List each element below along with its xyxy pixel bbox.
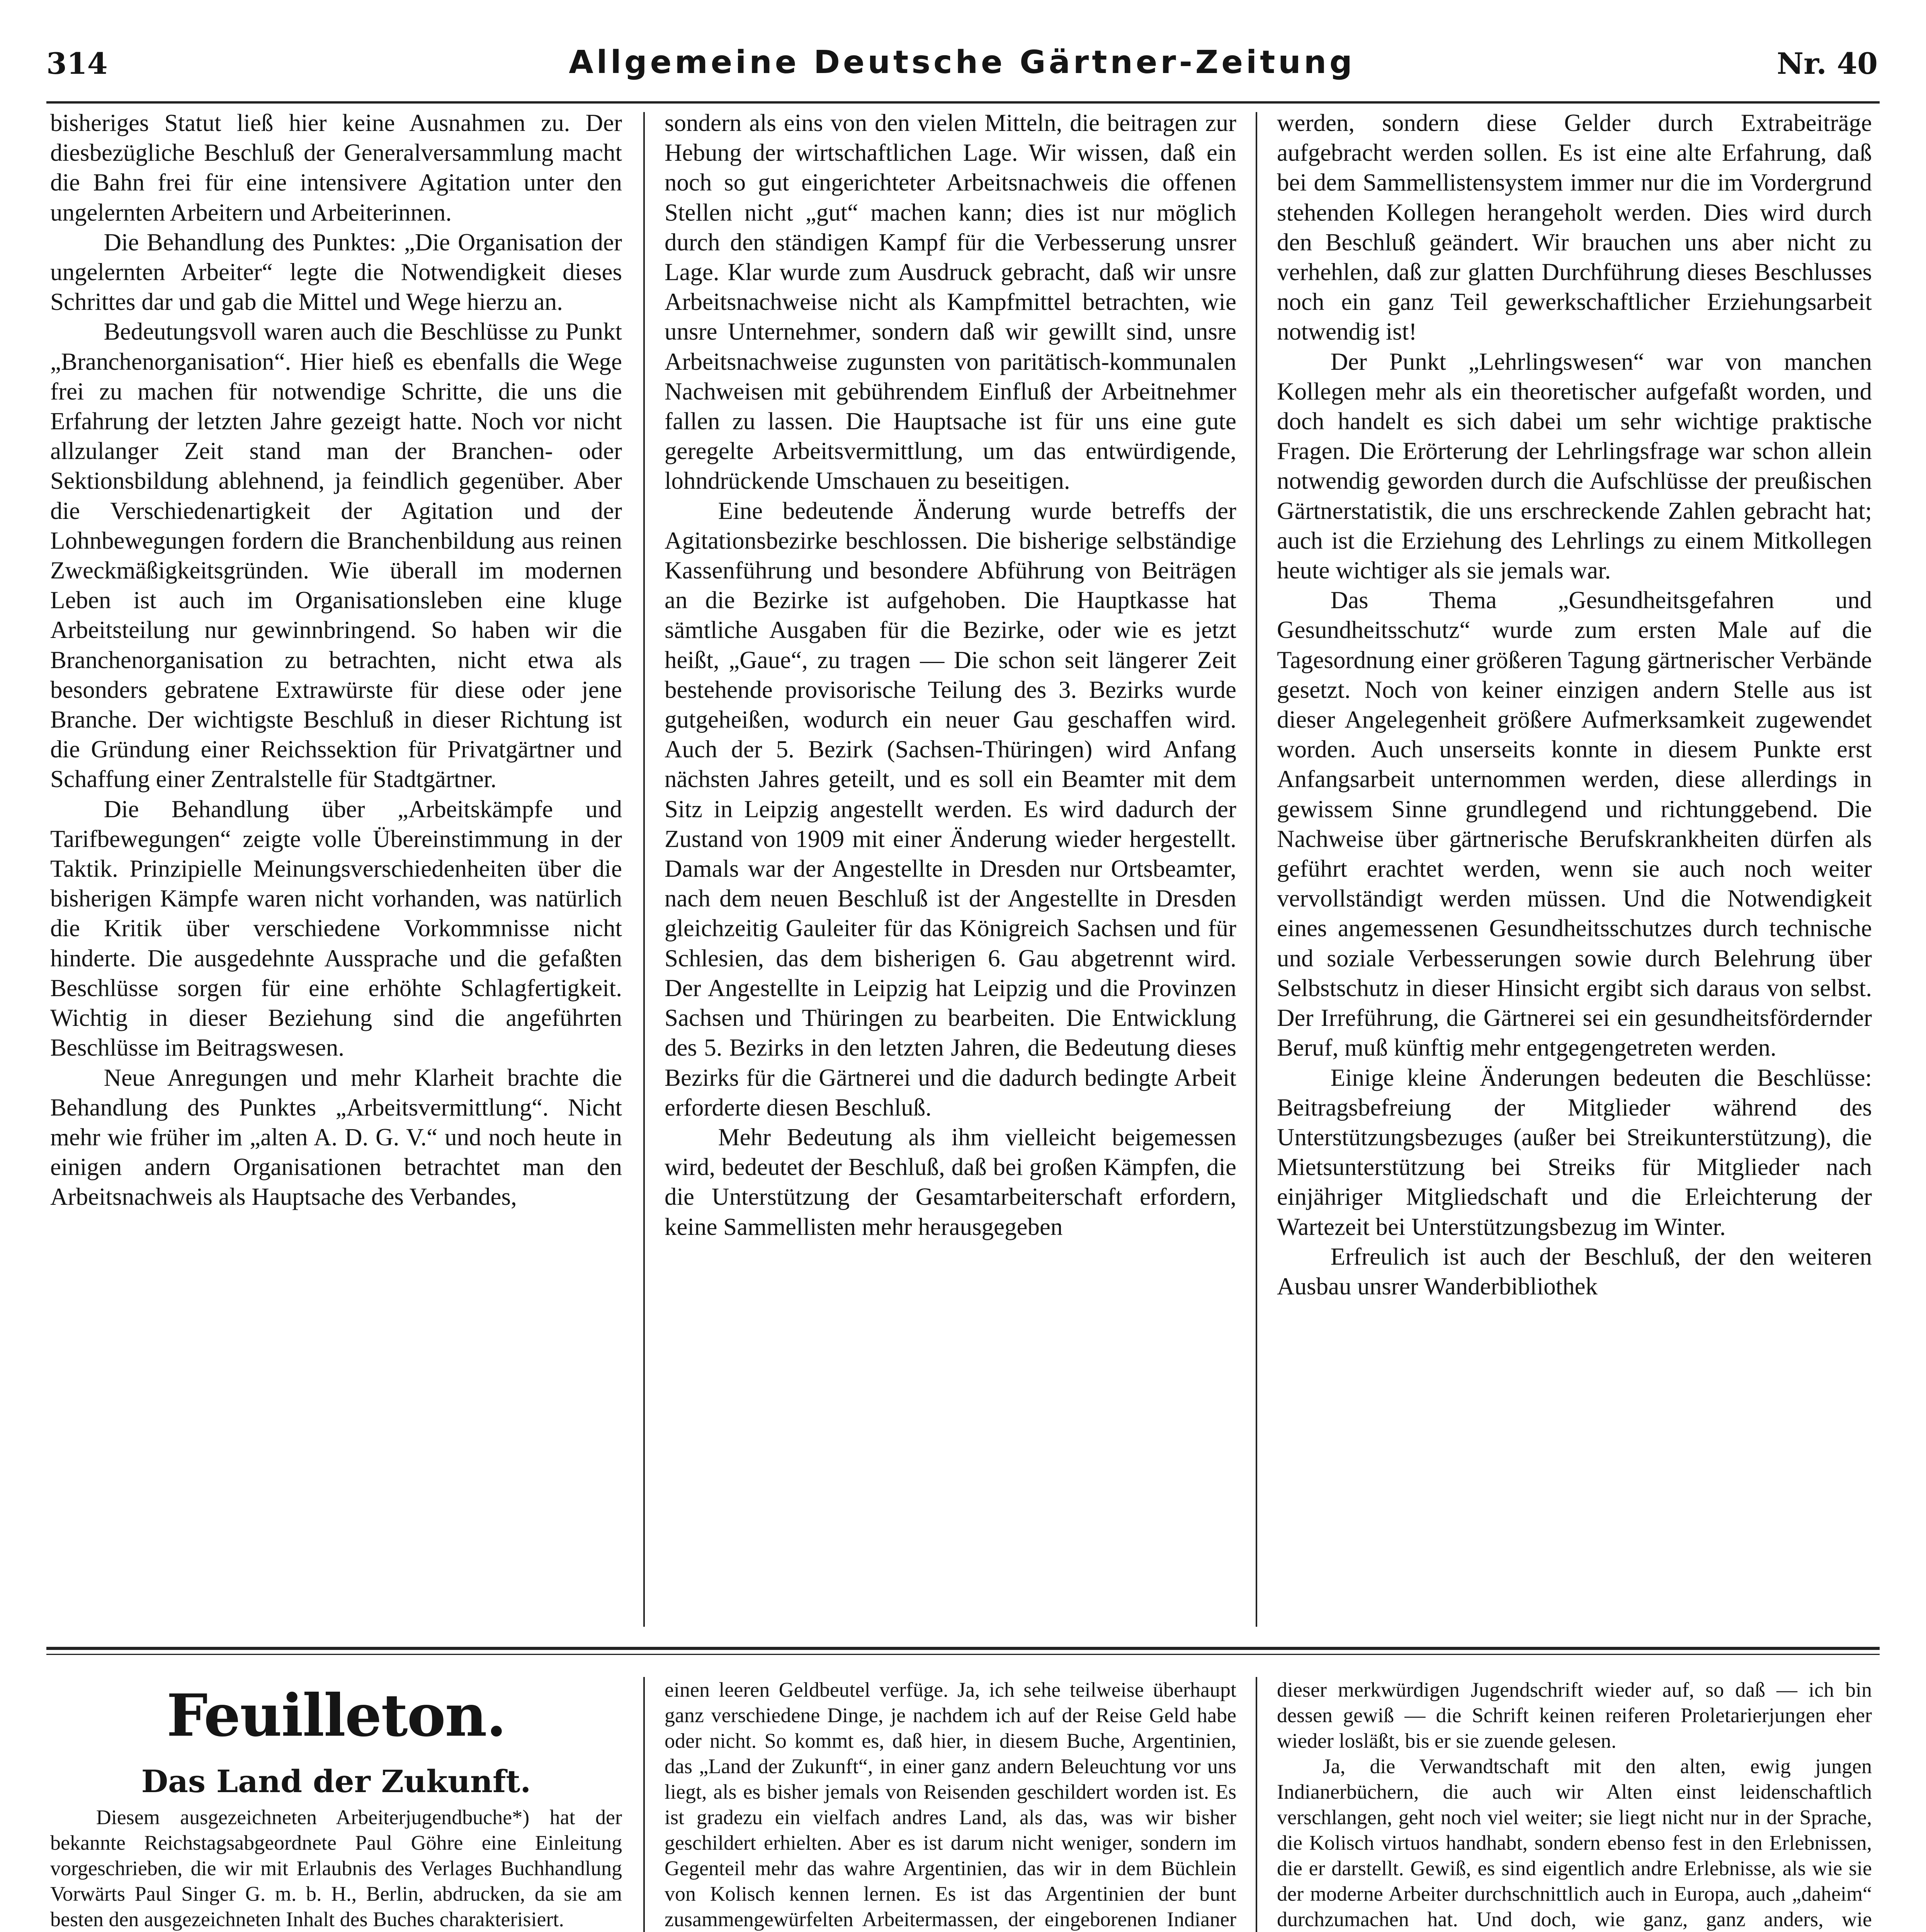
feuilleton-column-1	[50, 1677, 622, 1932]
article-paragraph: Der Punkt „Lehrlingswesen“ war von manchen Kollegen mehr als ein theoretischer aufgefaßt worden, und doch handelt es sich dabei um sehr wichtige praktische Fragen. Die Erörterung der Lehrlingsfrage war schon allein notwendig geworden durch die Aufschlüsse der preußischen Gärtnerstatistik, die uns erschreckende Zahlen gebracht hat; auch ist die Erziehung des Lehrlings zu einem Mitkollegen heute wichtiger als sie jemals war.	[1277, 348, 1872, 584]
column-divider	[643, 112, 645, 1627]
article-column-2	[665, 108, 1236, 1638]
article-paragraph: Mehr Bedeutung als ihm vielleicht beigemessen wird, bedeutet der Beschluß, daß bei großen Kämpfen, die die Unterstützung der Gesamtarbeiterschaft erfordern, keine Sammellisten mehr herausgegeben	[665, 1123, 1236, 1240]
feuilleton-column-2	[665, 1677, 1236, 1932]
newspaper-title: Allgemeine Deutsche Gärtner-Zeitung	[569, 44, 1355, 81]
feuilleton-heading: Feuilleton.	[167, 1682, 506, 1750]
article-paragraph: Neue Anregungen und mehr Klarheit brachte die Behandlung des Punktes „Arbeitsvermittlung“. Nicht mehr wie früher im „alten A. D. G. V.“ und noch heute in einigen andern Organisationen betrachtet man den Arbeitsnachweis als Hauptsache des Verbandes,	[50, 1064, 622, 1211]
feuilleton-paragraph: Ja, die Verwandtschaft mit den alten, ewig jungen Indianerbüchern, die auch wir Alten einst leidenschaftlich verschlangen, geht noch viel weiter; sie liegt nicht nur in der Sprache, die Kolisch virtuos handhabt, sondern ebenso fest in den Erlebnissen, die er darstellt. Gewiß, es sind eigentlich andre Erlebnisse, als wie sie der moderne Arbeiter durchschnittlich auch in Europa, auch „daheim“ durchzumachen hat. Und doch, wie ganz, ganz anders, wie	[1277, 1755, 1872, 1931]
header-rule	[46, 101, 1880, 104]
feuilleton-paragraph: dieser merkwürdigen Jugendschrift wieder auf, so daß — ich bin dessen gewiß — die Schrift keinen reiferen Proletarierjungen eher wieder losläßt, bis er sie zuende gelesen.	[1277, 1678, 1872, 1752]
article-column-1	[50, 108, 622, 1638]
article-paragraph: bisheriges Statut ließ hier keine Ausnahmen zu. Der diesbezügliche Beschluß der Generalversammlung macht die Bahn frei für eine intensivere Agitation unter den ungelernten Arbeitern und Arbeiterinnen.	[50, 109, 622, 226]
feuilleton-subheading: Das Land der Zukunft.	[141, 1763, 531, 1799]
article-paragraph: sondern als eins von den vielen Mitteln, die beitragen zur Hebung der wirtschaftlichen Lage. Wir wissen, daß ein noch so gut eingerichteter Arbeitsnachweis die offenen Stellen nicht „gut“ machen kann; dies ist nur möglich durch den ständigen Kampf für die Verbesserung unsrer Lage. Klar wurde zum Ausdruck gebracht, daß wir unsre Arbeitsnachweise nicht als Kampfmittel betrachten, wie unsre Unternehmer, sondern daß wir gewillt sind, unsre Arbeitsnachweise zugunsten von paritätisch-kommunalen Nachweisen mit gebührendem Einfluß der Arbeitnehmer fallen zu lassen. Die Hauptsache ist für uns eine gute geregelte Arbeitsvermittlung, um das entwürdigende, lohndrückende Umschauen zu beseitigen.	[665, 109, 1236, 495]
article-paragraph: Eine bedeutende Änderung wurde betreffs der Agitationsbezirke beschlossen. Die bisherige selbständige Kassenführung und besondere Abführung von Beiträgen an die Bezirke ist aufgehoben. Die Hauptkasse hat sämtliche Ausgaben für die Bezirke, oder wie es jetzt heißt, „Gaue“, zu tragen — Die schon seit längerer Zeit bestehende provisorische Teilung des 3. Bezirks wurde gutgeheißen, wodurch ein neuer Gau geschaffen wird. Auch der 5. Bezirk (Sachsen-Thüringen) wird Anfang nächsten Jahres geteilt, und es soll ein Beamter mit dem Sitz in Leipzig angestellt werden. Es wird dadurch der Zustand von 1909 mit einer Änderung wieder hergestellt. Damals war der Angestellte in Dresden nur Ortsbeamter, nach dem neuen Beschluß ist der Angestellte in Dresden gleichzeitig Gauleiter für das Königreich Sachsen und für Schlesien, das dem bisherigen 6. Gau abgetrennt wird. Der Angestellte in Leipzig hat Leipzig und die Provinzen Sachsen und Thüringen zu bearbeiten. Die Entwicklung des 5. Bezirks in den letzten Jahren, die Bedeutung dieses Bezirks für die Gärtnerei und die dadurch bedingte Arbeit erforderte diesen Beschluß.	[665, 497, 1236, 1121]
page-header	[46, 39, 1878, 97]
article-column-3	[1277, 108, 1872, 1638]
article-paragraph: werden, sondern diese Gelder durch Extrabeiträge aufgebracht werden sollen. Es ist eine alte Erfahrung, daß bei dem Sammellistensystem immer nur die im Vordergrund stehenden Kollegen herangeholt werden. Dies wird durch den Beschluß geändert. Wir brauchen uns aber nicht zu verhehlen, daß zur glatten Durchführung dieses Beschlusses noch ein ganz Teil gewerkschaftlicher Erziehungsarbeit notwendig ist!	[1277, 109, 1872, 345]
column-divider	[1256, 1677, 1257, 1932]
article-paragraph: Erfreulich ist auch der Beschluß, der den weiteren Ausbau unsrer Wanderbibliothek	[1277, 1243, 1872, 1300]
feuilleton-paragraph: Diesem ausgezeichneten Arbeiterjugendbuche*) hat der bekannte Reichstagsabgeordnete Paul Göhre eine Einleitung vorgeschrieben, die wir mit Erlaubnis des Verlages Buchhandlung Vorwärts Paul Singer G. m. b. H., Berlin, abdrucken, da sie am besten den ausgezeichneten Inhalt des Buches charakterisiert.	[50, 1806, 622, 1931]
article-paragraph: Die Behandlung des Punktes: „Die Organisation der ungelernten Arbeiter“ legte die Notwendigkeit dieses Schrittes dar und gab die Mittel und Wege hierzu an.	[50, 228, 622, 316]
issue-number: Nr. 40	[1776, 46, 1878, 81]
column-divider	[643, 1677, 645, 1932]
column-divider	[1256, 112, 1257, 1627]
feuilleton-separator	[46, 1647, 1880, 1650]
article-paragraph: Einige kleine Änderungen bedeuten die Beschlüsse: Beitragsbefreiung der Mitglieder während des Unterstützungsbezuges (außer bei Streikunterstützung), die Mietsunterstützung bei Streiks für Mitglieder nach einjähriger Mitgliedschaft und die Erleichterung der Wartezeit bei Unterstützungsbezug im Winter.	[1277, 1064, 1872, 1240]
feuilleton-column-3	[1277, 1677, 1872, 1932]
article-paragraph: Das Thema „Gesundheitsgefahren und Gesundheitsschutz“ wurde zum ersten Male auf die Tagesordnung einer größeren Tagung gärtnerischer Verbände gesetzt. Noch von keiner einzigen andern Stelle aus ist dieser Angelegenheit größere Aufmerksamkeit zugewendet worden. Auch unserseits konnte in diesem Punkte erst Anfangsarbeit unternommen werden, diese allerdings in gewissem Sinne grundlegend und richtunggebend. Die Nachweise über gärtnerische Berufskrankheiten dürfen als geführt erachtet werden, wenn sie auch noch weiter vervollständigt werden müssen. Und die Notwendigkeit eines angemessenen Gesundheitsschutzes durch technische und soziale Verbesserungen sowie durch Belehrung über Selbstschutz in dieser Hinsicht ergibt sich daraus von selbst. Der Irreführung, die Gärtnerei sei ein gesundheitsfördernder Beruf, muß künftig mehr entgegengetreten werden.	[1277, 587, 1872, 1061]
article-paragraph: Bedeutungsvoll waren auch die Beschlüsse zu Punkt „Branchenorganisation“. Hier hieß es ebenfalls die Wege frei zu machen für notwendige Schritte, die uns die Erfahrung der letzten Jahre gezeigt hatte. Noch vor nicht allzulanger Zeit stand man der Branchen- oder Sektionsbildung ablehnend, ja feindlich gegenüber. Aber die Verschiedenartigkeit der Agitation und der Lohnbewegungen fordern die Branchenbildung aus reinen Zweckmäßigkeitsgründen. Wie überall im modernen Leben ist auch im Organisationsleben eine kluge Arbeitsteilung nur gewinnbringend. So haben wir die Branchenorganisation zu betrachten, nicht etwa als besonders gebratene Extrawürste für diese oder jene Branche. Der wichtigste Beschluß in dieser Richtung ist die Gründung einer Reichssektion für Privatgärtner und Schaffung einer Zentralstelle für Stadtgärtner.	[50, 318, 622, 793]
feuilleton-paragraph: einen leeren Geldbeutel verfüge. Ja, ich sehe teilweise überhaupt ganz verschiedene Dinge, je nachdem ich auf der Reise Geld habe oder nicht. So kommt es, daß hier, in diesem Buche, Argentinien, das „Land der Zukunft“, in einer ganz andern Beleuchtung vor uns liegt, als es bisher jemals von Reisenden geschildert worden ist. Es ist gradezu ein vielfach andres Land, als das, was wir bisher geschildert erhielten. Aber es ist darum nicht weniger, sondern im Gegenteil mehr das wahre Argentinien, das wir in dem Büchlein von Kolisch kennen lernen. Es ist das Argentinien der bunt zusammengewürfelten Arbeitermassen, der eingeborenen Indianer	[665, 1678, 1236, 1931]
feuilleton-separator-thin	[46, 1654, 1880, 1655]
article-paragraph: Die Behandlung über „Arbeitskämpfe und Tarifbewegungen“ zeigte volle Übereinstimmung in der Taktik. Prinzipielle Meinungsverschiedenheiten über die bisherigen Kämpfe waren nicht vorhanden, was natürlich die Kritik über verschiedene Vorkommnisse nicht hinderte. Die ausgedehnte Aussprache und die gefaßten Beschlüsse sorgen für eine erhöhte Schlagfertigkeit. Wichtig in dieser Beziehung sind die angeführten Beschlüsse im Beitragswesen.	[50, 795, 622, 1061]
page-number: 314	[46, 46, 108, 81]
